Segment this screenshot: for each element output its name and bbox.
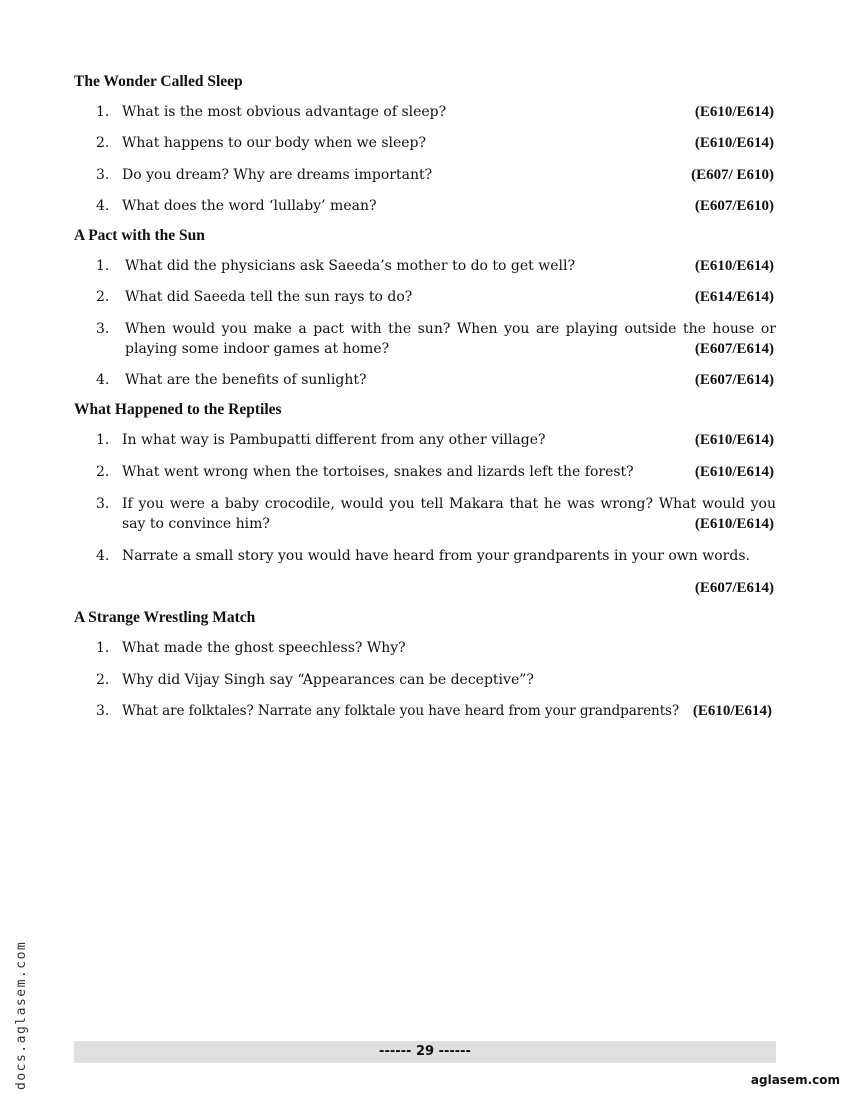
question-item [74, 370, 776, 390]
question-text: What did Saeeda tell the sun rays to do? [125, 289, 413, 305]
question-item [74, 319, 776, 359]
question-item [74, 546, 776, 598]
section-title: A Strange Wrestling Match [74, 609, 256, 626]
question-item [74, 102, 776, 122]
question-text: What are folktales? Narrate any folktale you have heard from your grandparents? [122, 703, 680, 719]
outcome-code: (E610/E614) [694, 464, 774, 480]
question-text: What happens to our body when we sleep? [122, 135, 427, 151]
question-text: What are the benefits of sunlight? [125, 372, 367, 388]
section-title: A Pact with the Sun [74, 227, 205, 244]
outcome-code: (E607/E614) [694, 341, 774, 357]
question-number: 2. [96, 135, 110, 151]
question-number: 1. [96, 640, 110, 656]
question-number: 3. [96, 167, 110, 183]
outcome-code: (E610/E614) [694, 104, 774, 120]
section-title: The Wonder Called Sleep [74, 73, 243, 90]
question-item [74, 133, 776, 153]
question-item [74, 670, 776, 690]
question-number: 3. [96, 703, 110, 719]
question-item [74, 638, 776, 658]
question-text: Why did Vijay Singh say “Appearances can be deceptive”? [122, 672, 534, 688]
outcome-code: (E610/E614) [692, 703, 772, 719]
question-item [74, 196, 776, 216]
outcome-code: (E607/E614) [694, 372, 774, 388]
question-number: 3. [96, 321, 110, 337]
question-text: What does the word ‘lullaby’ mean? [122, 198, 377, 214]
side-watermark: docs.aglasem.com [14, 940, 29, 1090]
question-number: 2. [96, 672, 110, 688]
question-item [74, 430, 776, 450]
question-number: 4. [96, 198, 110, 214]
question-text: Narrate a small story you would have heard from your grandparents in your own words. [122, 548, 750, 564]
question-text: What did the physicians ask Saeeda’s mother to do to get well? [125, 258, 575, 274]
question-text: When would you make a pact with the sun? When you are playing outside the house or playing some indoor games at home? [125, 321, 776, 357]
question-number: 1. [96, 104, 110, 120]
question-text: Do you dream? Why are dreams important? [122, 167, 433, 183]
outcome-code: (E607/E610) [694, 198, 774, 214]
question-item [74, 287, 776, 307]
question-number: 4. [96, 372, 110, 388]
question-item [74, 165, 776, 185]
question-text: What went wrong when the tortoises, snakes and lizards left the forest? [122, 464, 634, 480]
question-item [74, 701, 776, 721]
question-number: 1. [96, 432, 110, 448]
question-text: In what way is Pambupatti different from any other village? [122, 432, 546, 448]
outcome-code: (E610/E614) [694, 432, 774, 448]
question-number: 1. [96, 258, 110, 274]
question-text: If you were a baby crocodile, would you tell Makara that he was wrong? What would you say to convince him? [122, 496, 776, 532]
outcome-code: (E607/E614) [694, 580, 774, 596]
question-item [74, 462, 776, 482]
outcome-code: (E614/E614) [694, 289, 774, 305]
page-number-bar: ------ 29 ------ [74, 1041, 776, 1063]
question-item [74, 256, 776, 276]
question-item [74, 494, 776, 534]
brand-label: aglasem.com [750, 1073, 840, 1087]
question-number: 4. [96, 548, 110, 564]
question-list [74, 70, 776, 721]
outcome-code: (E607/ E610) [691, 167, 774, 183]
question-number: 2. [96, 464, 110, 480]
question-number: 3. [96, 496, 110, 512]
outcome-code: (E610/E614) [694, 135, 774, 151]
question-text: What made the ghost speechless? Why? [122, 640, 406, 656]
outcome-code: (E610/E614) [694, 516, 774, 532]
outcome-code: (E610/E614) [694, 258, 774, 274]
question-number: 2. [96, 289, 110, 305]
section-title: What Happened to the Reptiles [74, 401, 282, 418]
question-text: What is the most obvious advantage of sleep? [122, 104, 447, 120]
